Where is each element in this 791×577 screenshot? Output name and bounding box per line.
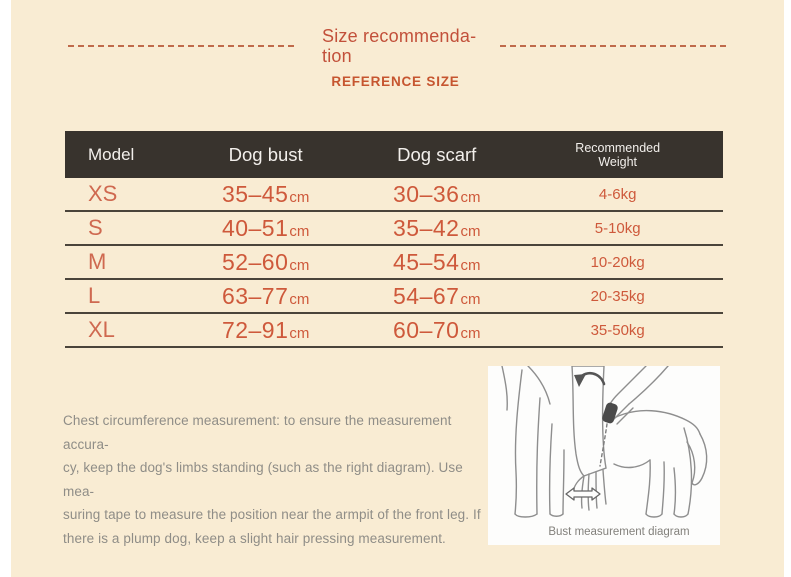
cell-weight: 35-50kg [590, 321, 645, 339]
note-line: suring tape to measure the position near the armpit of the front leg. If [63, 507, 481, 522]
cell-weight: 20-35kg [590, 287, 645, 305]
cell-model: S [88, 215, 103, 240]
cell-bust: 40–51cm [221, 214, 310, 241]
cell-bust: 63–77cm [221, 282, 310, 309]
right-dashed-divider [500, 45, 728, 47]
tape-measure-head [601, 402, 619, 425]
cell-bust: 52–60cm [221, 248, 310, 275]
double-arrow-icon [566, 488, 600, 500]
cell-scarf: 35–42cm [393, 214, 481, 241]
cell-scarf: 60–70cm [393, 316, 481, 343]
cell-model: XS [88, 181, 118, 206]
cell-bust: 35–45cm [221, 180, 310, 207]
cell-scarf: 45–54cm [393, 248, 481, 275]
note-line: there is a plump dog, keep a slight hair pressing measurement. [63, 530, 446, 546]
note-line: cy, keep the dog's limbs standing (such as the right diagram). Use mea- [63, 460, 463, 499]
page-title [322, 27, 492, 66]
cell-weight: 10-20kg [590, 253, 645, 271]
table-row-l [65, 280, 723, 314]
page-title-line2: tion [322, 45, 352, 66]
size-table-header-row [65, 131, 723, 178]
cell-weight: 5-10kg [594, 219, 641, 237]
table-row-m [65, 246, 723, 280]
column-header-dog-scarf: Dog scarf [397, 143, 477, 165]
measurement-note [63, 409, 483, 550]
cell-scarf: 30–36cm [393, 180, 481, 207]
table-row-xs [65, 178, 723, 212]
cell-model: L [88, 283, 101, 308]
cell-model: XL [88, 317, 115, 342]
dog-measurement-illustration [488, 366, 720, 524]
left-dashed-divider [68, 45, 296, 47]
page-title-line1: Size recommenda- [322, 26, 477, 46]
diagram-caption: Bust measurement diagram [548, 526, 690, 538]
column-header-recommended-weight: Recommended Weight [575, 140, 661, 169]
note-line: Chest circumference measurement: to ensure the measurement accura- [63, 413, 452, 452]
bust-measurement-diagram [488, 366, 720, 545]
cell-model: M [88, 249, 107, 274]
cell-scarf: 54–67cm [393, 282, 481, 309]
table-row-s [65, 212, 723, 246]
column-header-dog-bust: Dog bust [228, 143, 303, 165]
column-header-model: Model [88, 144, 135, 164]
cell-weight: 4-6kg [598, 185, 637, 203]
size-table [65, 131, 723, 348]
cell-bust: 72–91cm [221, 316, 310, 343]
reference-size-subtitle: REFERENCE SIZE [331, 74, 460, 89]
table-row-xl [65, 314, 723, 348]
